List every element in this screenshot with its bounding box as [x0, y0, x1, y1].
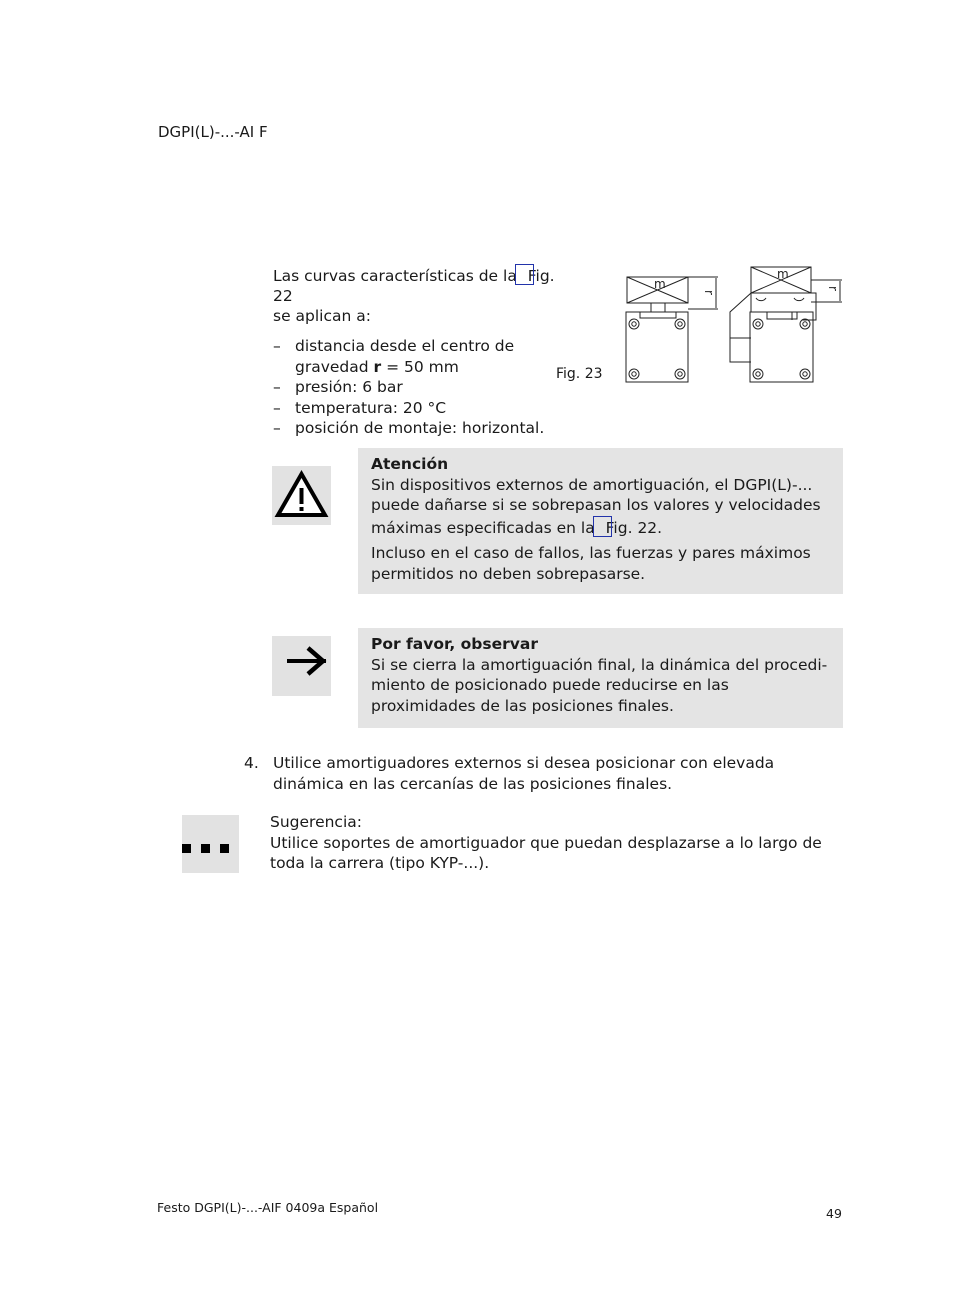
warning-paragraph-2: Incluso en el caso de fallos, las fuerzas y pares máximos permitidos no deben sobrepasarse. [371, 544, 811, 583]
warning-title: Atención [371, 455, 449, 473]
intro-line-b: se aplican a: [273, 307, 371, 325]
fig-link-box[interactable] [593, 516, 612, 537]
intro-text-before: Las curvas características de la [273, 267, 522, 285]
list-dash: – [273, 378, 281, 396]
step-number: 4. [244, 754, 259, 772]
spec-pressure: presión: 6 bar [295, 378, 403, 396]
list-dash: – [273, 419, 281, 437]
note-title: Por favor, observar [371, 635, 538, 653]
warning-paragraph-1 [371, 475, 833, 539]
note-icon-box [272, 636, 331, 696]
mass-label-left: m [654, 277, 666, 291]
footer-document-info: Festo DGPI(L)-...-AIF 0409a Español [157, 1200, 379, 1215]
page-number: 49 [826, 1206, 842, 1221]
warning-notice [358, 448, 843, 594]
warning-triangle-icon [272, 466, 331, 525]
spec-distance-symbol: r [373, 357, 382, 376]
gripper-diagram [622, 262, 844, 388]
ellipsis-icon [182, 815, 239, 873]
radius-label-left: r [702, 290, 716, 295]
intro-link-text[interactable]: Fig. [527, 267, 555, 285]
warning-icon-box [272, 466, 331, 525]
warning-text-before: Sin dispositivos externos de amortiguación, el DGPI(L)-... puede dañarse si se sobrepasan los valores y velocidades máximas especificadas en la [371, 475, 821, 537]
list-item [273, 336, 563, 377]
spec-temperature: temperatura: 20 °C [295, 398, 447, 417]
note-notice [358, 628, 843, 728]
list-dash: – [273, 398, 281, 417]
spec-distance-post: = 50 mm [381, 357, 459, 376]
list-item [273, 398, 563, 419]
tip-block [270, 812, 845, 874]
arrow-right-icon [272, 636, 331, 696]
intro-text-after: 22 [273, 287, 293, 305]
spec-distance-pre: distancia desde el centro de gravedad [295, 337, 515, 376]
page-header-title: DGPI(L)-...-AI F [158, 123, 268, 141]
warning-link-text[interactable]: Fig. [605, 518, 633, 537]
list-item [273, 377, 563, 398]
radius-label-right: r [826, 286, 840, 291]
intro-block [273, 264, 563, 439]
list-dash: – [273, 337, 281, 355]
tip-title: Sugerencia: [270, 813, 362, 831]
spec-list [273, 336, 563, 439]
spec-mounting: posición de montaje: horizontal. [295, 419, 545, 437]
tip-body: Utilice soportes de amortiguador que puedan desplazarse a lo largo de toda la carrera (tipo KYP-...). [270, 833, 822, 872]
note-body: Si se cierra la amortiguación final, la dinámica del procedimiento de posicionado puede reducirse en las proximidades de las posiciones finales. [371, 655, 828, 715]
figure-caption: Fig. 23 [556, 366, 603, 382]
step-text: Utilice amortiguadores externos si desea posicionar con elevada dinámica en las cercanías de las posiciones finales. [273, 754, 775, 793]
list-item [273, 418, 563, 439]
mass-label-right: m [777, 267, 789, 281]
fig-link-box[interactable] [515, 264, 534, 285]
tip-icon-box [182, 815, 239, 873]
intro-paragraph [273, 264, 563, 326]
warning-text-after: 22. [632, 518, 663, 537]
